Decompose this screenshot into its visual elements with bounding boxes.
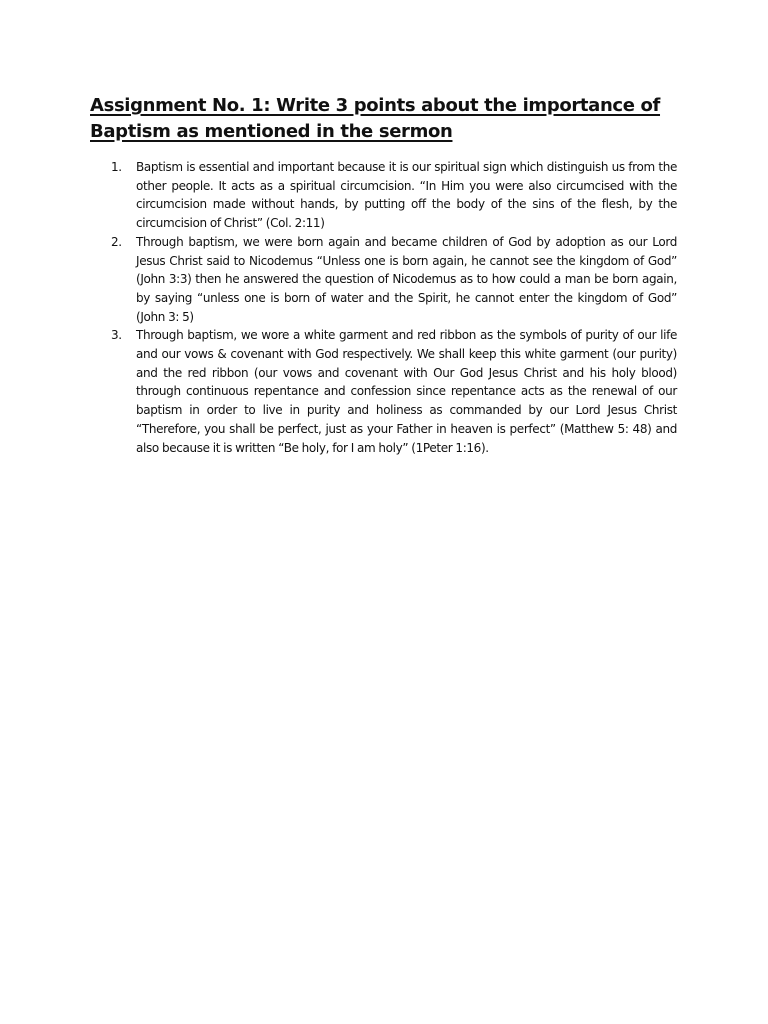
list-item xyxy=(0,158,768,233)
item-text: Through baptism, we were born again and became children of God by adoption as our Lord Jesus Christ said to Nicodemus “Unless one is born again, he cannot see the kingdom of God” (John 3:3) then he answered the question of Nicodemus as to how could a man be born again, by saying “unless one is born of water and the Spirit, he cannot enter the kingdom of God” (John 3: 5) xyxy=(136,234,677,324)
assignment-title: Assignment No. 1: Write 3 points about the importance of Baptism as mentioned in the sermon xyxy=(90,95,661,142)
points-list xyxy=(0,158,768,457)
item-number: 1. xyxy=(111,160,122,174)
list-item xyxy=(0,326,768,457)
item-text: Baptism is essential and important because it is our spiritual sign which distinguish us from the other people. It acts as a spiritual circumcision. “In Him you were also circumcised with the circumcision made without hands, by putting off the body of the sins of the flesh, by the circumcision of Christ” (Col. 2:11) xyxy=(136,160,677,231)
list-item xyxy=(0,233,768,327)
item-number: 3. xyxy=(111,328,122,343)
item-number: 2. xyxy=(111,234,122,249)
item-text: Through baptism, we wore a white garment and red ribbon as the symbols of purity of our life and our vows & covenant with God respectively. We shall keep this white garment (our purity) and the red ribbon (our vows and covenant with Our God Jesus Christ and his holy blood) through continuous repentance and confession since repentance acts as the renewal of our baptism in order to live in purity and holiness as commanded by our Lord Jesus Christ “Therefore, you shall be perfect, just as your Father in heaven is perfect” (Matthew 5: 48) and also because it is written “Be holy, for I am holy” (1Peter 1:16). xyxy=(136,328,677,455)
